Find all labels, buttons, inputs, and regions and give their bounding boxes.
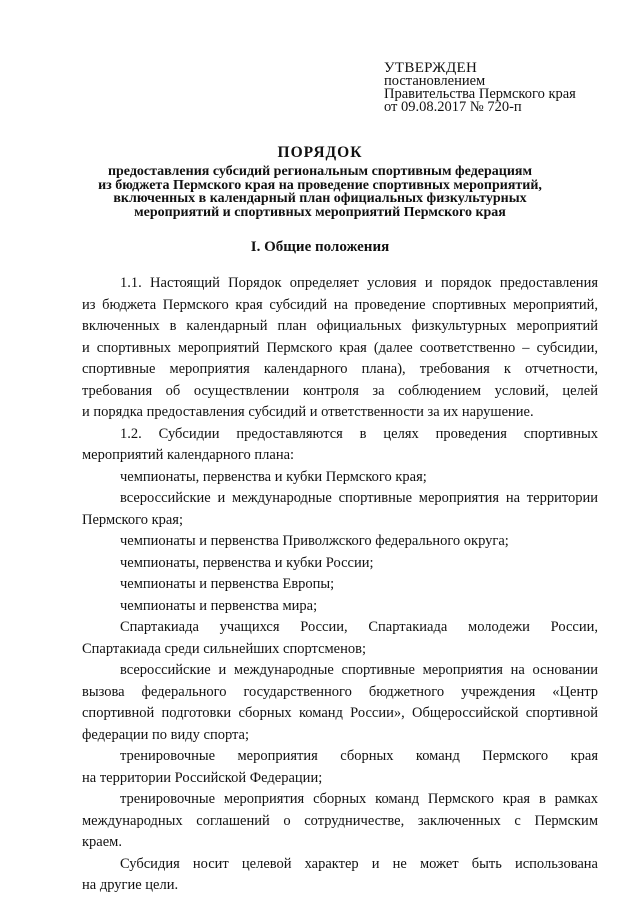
list-item: вызова федерального государственного бюджетного учреждения «Центр: [82, 683, 598, 700]
paragraph-line: и порядка предоставления субсидий и ответственности за их нарушение.: [82, 404, 534, 420]
list-item: чемпионаты и первенства Приволжского федерального округа;: [120, 533, 509, 549]
subtitle-line: предоставления субсидий региональным спортивным федерациям: [107, 164, 533, 179]
paragraph-line: мероприятий календарного плана:: [82, 447, 295, 463]
list-item: Спартакиада учащихся России, Спартакиада молодежи России,: [120, 619, 598, 635]
list-item: тренировочные мероприятия сборных команд Пермского края: [120, 748, 598, 764]
list-item: международных соглашений о сотрудничестве, заключенных с Пермским: [82, 812, 598, 829]
list-item: всероссийские и международные спортивные мероприятия на территории: [120, 490, 598, 506]
section-heading: I. Общие положения: [250, 239, 390, 255]
paragraph-line: 1.1. Настоящий Порядок определяет условия и порядок предоставления: [120, 275, 598, 291]
document-subtitle: [60, 165, 580, 219]
approval-heading: УТВЕРЖДЕН: [384, 60, 478, 76]
subtitle-line: включенных в календарный план официальных физкультурных: [113, 191, 527, 207]
list-item: на территории Российской Федерации;: [82, 769, 323, 786]
subtitle-line: из бюджета Пермского края на проведение спортивных мероприятий,: [98, 177, 542, 193]
list-item: чемпионаты, первенства и кубки России;: [120, 554, 374, 571]
paragraph-line: Субсидия носит целевой характер и не может быть использована: [120, 855, 598, 872]
list-item: Спартакиада среди сильнейших спортсменов;: [82, 640, 366, 657]
approval-line: Правительства Пермского края: [384, 86, 576, 102]
list-item: федерации по виду спорта;: [82, 726, 250, 743]
document-title: ПОРЯДОК: [277, 144, 363, 161]
paragraph-line: требования об осуществлении контроля за соблюдением условий, целей: [82, 382, 598, 399]
list-item: чемпионаты и первенства мира;: [120, 597, 318, 614]
list-item: чемпионаты и первенства Европы;: [120, 576, 335, 592]
paragraph-line: на другие цели.: [82, 877, 179, 893]
list-item: краем.: [82, 834, 122, 850]
paragraph-line: спортивные мероприятия календарного плана), требования к отчетности,: [82, 361, 598, 377]
paragraph-line: включенных в календарный план официальных физкультурных мероприятий: [82, 318, 598, 334]
list-item: чемпионаты, первенства и кубки Пермского края;: [120, 468, 427, 485]
list-item: спортивной подготовки сборных команд России», Общероссийской спортивной: [82, 705, 598, 721]
list-item: всероссийские и международные спортивные мероприятия на основании: [120, 662, 598, 678]
paragraph-line: из бюджета Пермского края субсидий на проведение спортивных мероприятий,: [82, 296, 598, 313]
paragraph-line: 1.2. Субсидии предоставляются в целях проведения спортивных: [120, 425, 598, 442]
paragraph-line: и спортивных мероприятий Пермского края (далее соответственно – субсидии,: [82, 339, 598, 356]
approval-stamp: [384, 62, 576, 114]
approval-line: постановлением: [384, 73, 486, 89]
subtitle-line: мероприятий и спортивных мероприятий Пермского края: [134, 204, 506, 220]
document-body: [82, 273, 598, 897]
approval-date-number: от 09.08.2017 № 720-п: [384, 99, 522, 115]
list-item: тренировочные мероприятия сборных команд Пермского края в рамках: [120, 791, 598, 807]
list-item: Пермского края;: [82, 511, 183, 528]
